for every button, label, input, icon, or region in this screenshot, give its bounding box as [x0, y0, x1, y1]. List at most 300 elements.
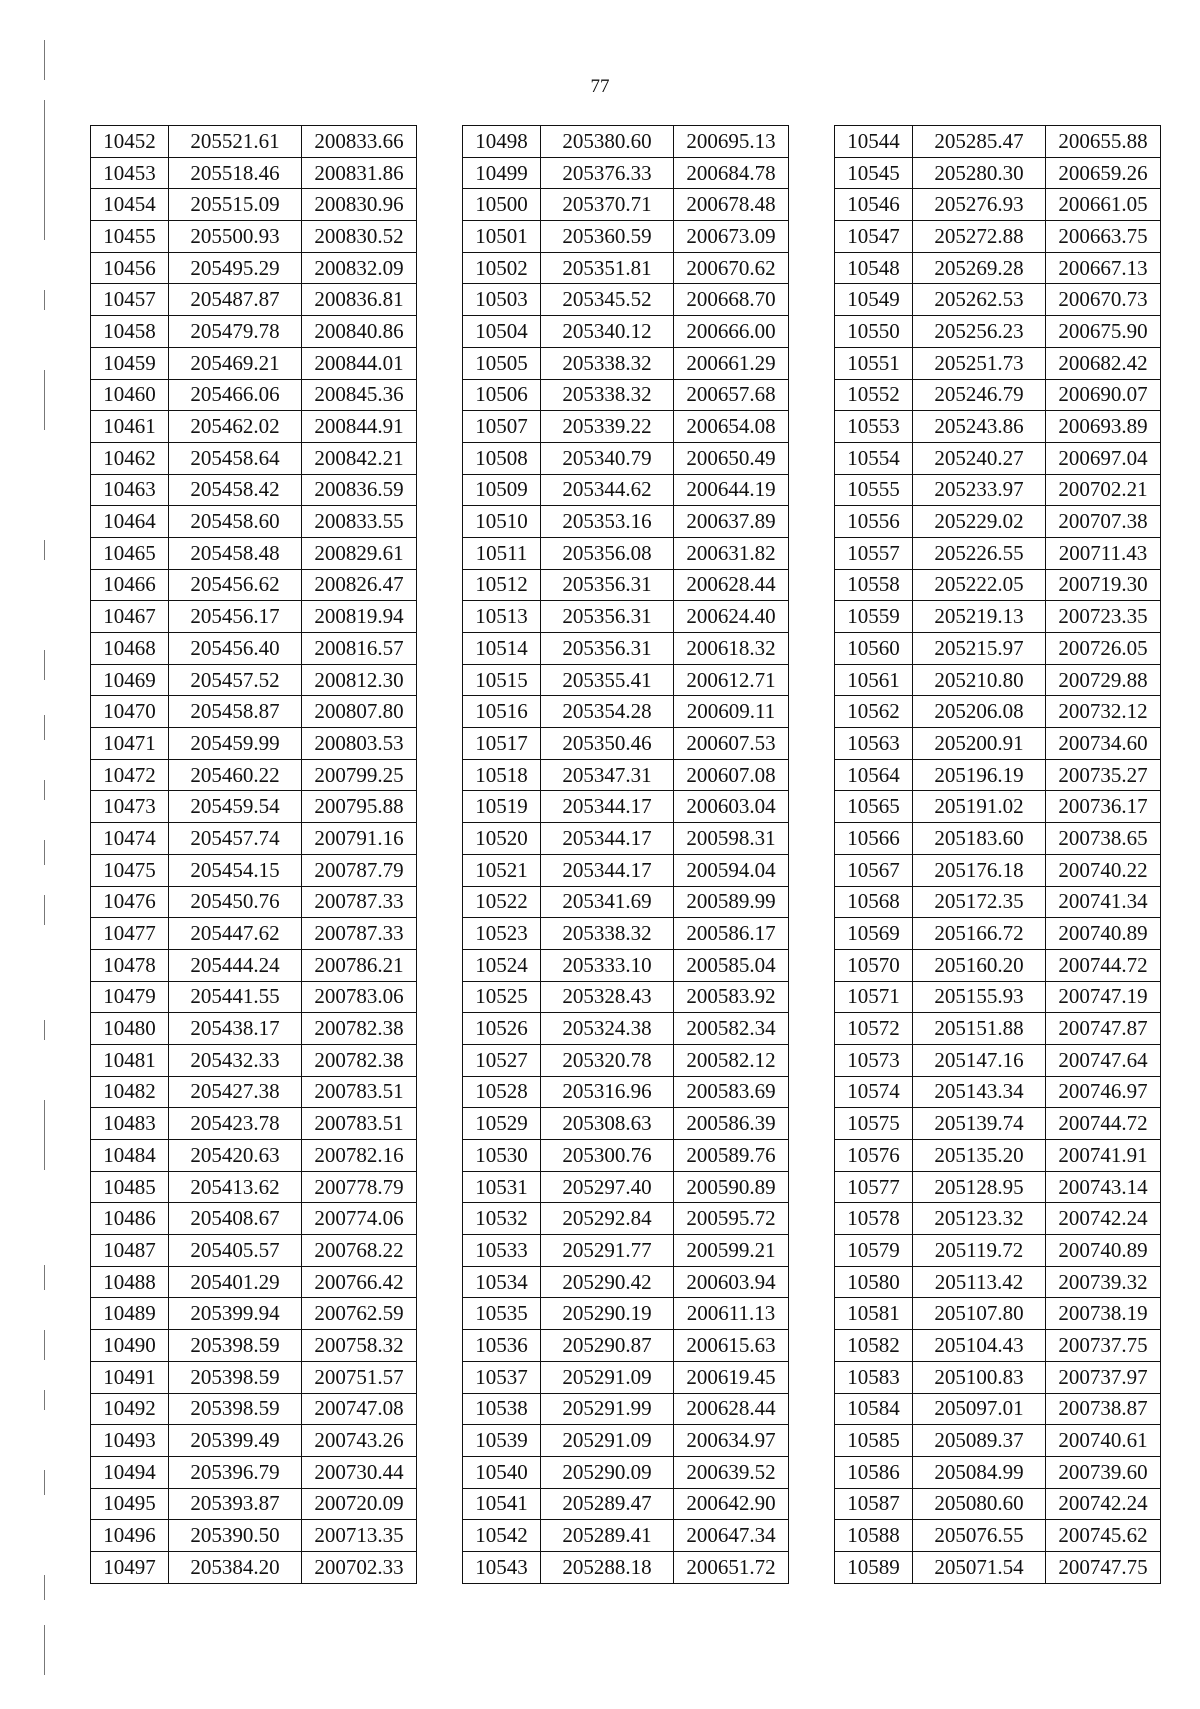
x-coordinate-cell: 205300.76	[541, 1140, 674, 1172]
table-row	[463, 981, 789, 1013]
x-coordinate-cell: 205390.50	[169, 1520, 302, 1552]
y-coordinate-cell: 200840.86	[302, 316, 417, 348]
table-row	[835, 537, 1161, 569]
table-row	[91, 601, 417, 633]
table-row	[91, 1361, 417, 1393]
y-coordinate-cell: 200582.12	[674, 1044, 789, 1076]
point-id-cell: 10586	[835, 1456, 913, 1488]
x-coordinate-cell: 205320.78	[541, 1044, 674, 1076]
table-row	[835, 1393, 1161, 1425]
point-id-cell: 10493	[91, 1425, 169, 1457]
point-id-cell: 10572	[835, 1013, 913, 1045]
scan-margin-line	[44, 540, 45, 560]
x-coordinate-cell: 205515.09	[169, 189, 302, 221]
x-coordinate-cell: 205076.55	[913, 1520, 1046, 1552]
x-coordinate-cell: 205396.79	[169, 1456, 302, 1488]
x-coordinate-cell: 205233.97	[913, 474, 1046, 506]
table-row	[835, 126, 1161, 158]
y-coordinate-cell: 200743.14	[1046, 1171, 1161, 1203]
scan-margin-line	[44, 1625, 45, 1675]
y-coordinate-cell: 200668.70	[674, 284, 789, 316]
x-coordinate-cell: 205438.17	[169, 1013, 302, 1045]
y-coordinate-cell: 200711.43	[1046, 537, 1161, 569]
y-coordinate-cell: 200747.87	[1046, 1013, 1161, 1045]
table-row	[91, 157, 417, 189]
y-coordinate-cell: 200628.44	[674, 1393, 789, 1425]
y-coordinate-cell: 200619.45	[674, 1361, 789, 1393]
point-id-cell: 10486	[91, 1203, 169, 1235]
x-coordinate-cell: 205324.38	[541, 1013, 674, 1045]
x-coordinate-cell: 205458.42	[169, 474, 302, 506]
table-row	[463, 1520, 789, 1552]
point-id-cell: 10585	[835, 1425, 913, 1457]
x-coordinate-cell: 205291.09	[541, 1425, 674, 1457]
point-id-cell: 10534	[463, 1266, 541, 1298]
table-row	[91, 1298, 417, 1330]
y-coordinate-cell: 200816.57	[302, 633, 417, 665]
x-coordinate-cell: 205262.53	[913, 284, 1046, 316]
coordinates-table-2	[462, 125, 789, 1584]
y-coordinate-cell: 200783.51	[302, 1108, 417, 1140]
point-id-cell: 10503	[463, 284, 541, 316]
table-row	[91, 474, 417, 506]
y-coordinate-cell: 200774.06	[302, 1203, 417, 1235]
y-coordinate-cell: 200833.55	[302, 506, 417, 538]
table-row	[91, 1140, 417, 1172]
table-row	[463, 157, 789, 189]
table-row	[835, 1013, 1161, 1045]
point-id-cell: 10544	[835, 126, 913, 158]
point-id-cell: 10518	[463, 759, 541, 791]
point-id-cell: 10502	[463, 252, 541, 284]
x-coordinate-cell: 205356.31	[541, 633, 674, 665]
y-coordinate-cell: 200747.08	[302, 1393, 417, 1425]
y-coordinate-cell: 200667.13	[1046, 252, 1161, 284]
x-coordinate-cell: 205243.86	[913, 411, 1046, 443]
table-row	[835, 189, 1161, 221]
table-row	[91, 506, 417, 538]
x-coordinate-cell: 205340.79	[541, 442, 674, 474]
point-id-cell: 10511	[463, 537, 541, 569]
x-coordinate-cell: 205500.93	[169, 221, 302, 253]
table-row	[835, 918, 1161, 950]
table-row	[91, 823, 417, 855]
x-coordinate-cell: 205139.74	[913, 1108, 1046, 1140]
x-coordinate-cell: 205495.29	[169, 252, 302, 284]
table-row	[835, 157, 1161, 189]
x-coordinate-cell: 205399.49	[169, 1425, 302, 1457]
y-coordinate-cell: 200585.04	[674, 949, 789, 981]
table-row	[91, 1266, 417, 1298]
y-coordinate-cell: 200740.89	[1046, 1235, 1161, 1267]
y-coordinate-cell: 200729.88	[1046, 664, 1161, 696]
point-id-cell: 10529	[463, 1108, 541, 1140]
table-row	[463, 886, 789, 918]
point-id-cell: 10532	[463, 1203, 541, 1235]
y-coordinate-cell: 200655.88	[1046, 126, 1161, 158]
table-row	[463, 664, 789, 696]
x-coordinate-cell: 205345.52	[541, 284, 674, 316]
table-row	[91, 696, 417, 728]
table-row	[463, 569, 789, 601]
y-coordinate-cell: 200589.76	[674, 1140, 789, 1172]
point-id-cell: 10513	[463, 601, 541, 633]
point-id-cell: 10535	[463, 1298, 541, 1330]
y-coordinate-cell: 200831.86	[302, 157, 417, 189]
scan-margin-line	[44, 715, 45, 740]
x-coordinate-cell: 205160.20	[913, 949, 1046, 981]
scan-margin-line	[44, 1265, 45, 1290]
scan-margin-line	[44, 290, 45, 310]
x-coordinate-cell: 205459.54	[169, 791, 302, 823]
y-coordinate-cell: 200644.19	[674, 474, 789, 506]
table-row	[463, 442, 789, 474]
y-coordinate-cell: 200830.52	[302, 221, 417, 253]
y-coordinate-cell: 200586.17	[674, 918, 789, 950]
x-coordinate-cell: 205290.19	[541, 1298, 674, 1330]
y-coordinate-cell: 200624.40	[674, 601, 789, 633]
table-row	[463, 1456, 789, 1488]
point-id-cell: 10571	[835, 981, 913, 1013]
point-id-cell: 10580	[835, 1266, 913, 1298]
y-coordinate-cell: 200651.72	[674, 1551, 789, 1583]
point-id-cell: 10541	[463, 1488, 541, 1520]
point-id-cell: 10547	[835, 221, 913, 253]
table-row	[91, 1425, 417, 1457]
table-row	[91, 284, 417, 316]
x-coordinate-cell: 205457.52	[169, 664, 302, 696]
point-id-cell: 10575	[835, 1108, 913, 1140]
x-coordinate-cell: 205399.94	[169, 1298, 302, 1330]
point-id-cell: 10584	[835, 1393, 913, 1425]
y-coordinate-cell: 200707.38	[1046, 506, 1161, 538]
y-coordinate-cell: 200647.34	[674, 1520, 789, 1552]
x-coordinate-cell: 205196.19	[913, 759, 1046, 791]
x-coordinate-cell: 205408.67	[169, 1203, 302, 1235]
x-coordinate-cell: 205356.31	[541, 569, 674, 601]
point-id-cell: 10512	[463, 569, 541, 601]
table-row	[835, 1235, 1161, 1267]
x-coordinate-cell: 205097.01	[913, 1393, 1046, 1425]
x-coordinate-cell: 205222.05	[913, 569, 1046, 601]
y-coordinate-cell: 200737.97	[1046, 1361, 1161, 1393]
table-row	[91, 1393, 417, 1425]
y-coordinate-cell: 200742.24	[1046, 1488, 1161, 1520]
point-id-cell: 10465	[91, 537, 169, 569]
y-coordinate-cell: 200702.33	[302, 1551, 417, 1583]
x-coordinate-cell: 205458.60	[169, 506, 302, 538]
x-coordinate-cell: 205166.72	[913, 918, 1046, 950]
point-id-cell: 10564	[835, 759, 913, 791]
x-coordinate-cell: 205147.16	[913, 1044, 1046, 1076]
x-coordinate-cell: 205338.32	[541, 379, 674, 411]
table-row	[835, 759, 1161, 791]
x-coordinate-cell: 205210.80	[913, 664, 1046, 696]
point-id-cell: 10549	[835, 284, 913, 316]
y-coordinate-cell: 200603.04	[674, 791, 789, 823]
table-row	[835, 1330, 1161, 1362]
x-coordinate-cell: 205291.99	[541, 1393, 674, 1425]
x-coordinate-cell: 205119.72	[913, 1235, 1046, 1267]
point-id-cell: 10538	[463, 1393, 541, 1425]
point-id-cell: 10466	[91, 569, 169, 601]
y-coordinate-cell: 200607.53	[674, 728, 789, 760]
table-row	[835, 316, 1161, 348]
table-row	[91, 791, 417, 823]
point-id-cell: 10455	[91, 221, 169, 253]
table-row	[463, 1298, 789, 1330]
table-row	[463, 1551, 789, 1583]
point-id-cell: 10536	[463, 1330, 541, 1362]
x-coordinate-cell: 205456.62	[169, 569, 302, 601]
y-coordinate-cell: 200666.00	[674, 316, 789, 348]
table-row	[463, 474, 789, 506]
x-coordinate-cell: 205316.96	[541, 1076, 674, 1108]
x-coordinate-cell: 205344.62	[541, 474, 674, 506]
y-coordinate-cell: 200726.05	[1046, 633, 1161, 665]
x-coordinate-cell: 205226.55	[913, 537, 1046, 569]
x-coordinate-cell: 205344.17	[541, 791, 674, 823]
table-row	[835, 949, 1161, 981]
table-row	[91, 1235, 417, 1267]
table-row	[91, 537, 417, 569]
x-coordinate-cell: 205339.22	[541, 411, 674, 443]
y-coordinate-cell: 200661.29	[674, 347, 789, 379]
point-id-cell: 10550	[835, 316, 913, 348]
point-id-cell: 10488	[91, 1266, 169, 1298]
y-coordinate-cell: 200599.21	[674, 1235, 789, 1267]
x-coordinate-cell: 205291.77	[541, 1235, 674, 1267]
x-coordinate-cell: 205459.99	[169, 728, 302, 760]
x-coordinate-cell: 205351.81	[541, 252, 674, 284]
point-id-cell: 10458	[91, 316, 169, 348]
table-row	[835, 474, 1161, 506]
x-coordinate-cell: 205135.20	[913, 1140, 1046, 1172]
table-row	[91, 918, 417, 950]
y-coordinate-cell: 200734.60	[1046, 728, 1161, 760]
point-id-cell: 10463	[91, 474, 169, 506]
point-id-cell: 10540	[463, 1456, 541, 1488]
point-id-cell: 10551	[835, 347, 913, 379]
point-id-cell: 10472	[91, 759, 169, 791]
table-row	[463, 284, 789, 316]
y-coordinate-cell: 200747.64	[1046, 1044, 1161, 1076]
table-row	[835, 506, 1161, 538]
table-row	[463, 696, 789, 728]
scan-margin-line	[44, 40, 45, 80]
x-coordinate-cell: 205393.87	[169, 1488, 302, 1520]
y-coordinate-cell: 200778.79	[302, 1171, 417, 1203]
point-id-cell: 10508	[463, 442, 541, 474]
y-coordinate-cell: 200844.01	[302, 347, 417, 379]
x-coordinate-cell: 205466.06	[169, 379, 302, 411]
x-coordinate-cell: 205290.42	[541, 1266, 674, 1298]
table-row	[463, 189, 789, 221]
x-coordinate-cell: 205289.47	[541, 1488, 674, 1520]
y-coordinate-cell: 200730.44	[302, 1456, 417, 1488]
table-row	[463, 506, 789, 538]
x-coordinate-cell: 205240.27	[913, 442, 1046, 474]
table-row	[835, 1488, 1161, 1520]
page-number: 77	[590, 76, 610, 97]
table-row	[91, 1456, 417, 1488]
x-coordinate-cell: 205376.33	[541, 157, 674, 189]
y-coordinate-cell: 200812.30	[302, 664, 417, 696]
x-coordinate-cell: 205427.38	[169, 1076, 302, 1108]
point-id-cell: 10474	[91, 823, 169, 855]
table-row	[463, 633, 789, 665]
table-row	[91, 1013, 417, 1045]
y-coordinate-cell: 200819.94	[302, 601, 417, 633]
point-id-cell: 10554	[835, 442, 913, 474]
point-id-cell: 10566	[835, 823, 913, 855]
table-row	[835, 981, 1161, 1013]
table-row	[91, 189, 417, 221]
y-coordinate-cell: 200740.22	[1046, 854, 1161, 886]
point-id-cell: 10553	[835, 411, 913, 443]
y-coordinate-cell: 200783.06	[302, 981, 417, 1013]
y-coordinate-cell: 200787.33	[302, 918, 417, 950]
point-id-cell: 10519	[463, 791, 541, 823]
point-id-cell: 10574	[835, 1076, 913, 1108]
y-coordinate-cell: 200735.27	[1046, 759, 1161, 791]
x-coordinate-cell: 205333.10	[541, 949, 674, 981]
point-id-cell: 10471	[91, 728, 169, 760]
x-coordinate-cell: 205338.32	[541, 918, 674, 950]
y-coordinate-cell: 200693.89	[1046, 411, 1161, 443]
x-coordinate-cell: 205456.17	[169, 601, 302, 633]
y-coordinate-cell: 200590.89	[674, 1171, 789, 1203]
point-id-cell: 10481	[91, 1044, 169, 1076]
x-coordinate-cell: 205423.78	[169, 1108, 302, 1140]
point-id-cell: 10583	[835, 1361, 913, 1393]
point-id-cell: 10497	[91, 1551, 169, 1583]
x-coordinate-cell: 205420.63	[169, 1140, 302, 1172]
y-coordinate-cell: 200631.82	[674, 537, 789, 569]
point-id-cell: 10457	[91, 284, 169, 316]
table-row	[91, 1488, 417, 1520]
table-row	[835, 601, 1161, 633]
y-coordinate-cell: 200739.32	[1046, 1266, 1161, 1298]
x-coordinate-cell: 205456.40	[169, 633, 302, 665]
point-id-cell: 10520	[463, 823, 541, 855]
table-row	[463, 1171, 789, 1203]
table-row	[835, 886, 1161, 918]
table-row	[835, 728, 1161, 760]
table-row	[91, 759, 417, 791]
y-coordinate-cell: 200612.71	[674, 664, 789, 696]
x-coordinate-cell: 205071.54	[913, 1551, 1046, 1583]
table-row	[835, 1171, 1161, 1203]
point-id-cell: 10516	[463, 696, 541, 728]
point-id-cell: 10507	[463, 411, 541, 443]
point-id-cell: 10537	[463, 1361, 541, 1393]
scan-margin-line	[44, 895, 45, 925]
x-coordinate-cell: 205458.64	[169, 442, 302, 474]
y-coordinate-cell: 200842.21	[302, 442, 417, 474]
point-id-cell: 10587	[835, 1488, 913, 1520]
point-id-cell: 10453	[91, 157, 169, 189]
y-coordinate-cell: 200673.09	[674, 221, 789, 253]
point-id-cell: 10479	[91, 981, 169, 1013]
point-id-cell: 10546	[835, 189, 913, 221]
point-id-cell: 10469	[91, 664, 169, 696]
point-id-cell: 10475	[91, 854, 169, 886]
point-id-cell: 10485	[91, 1171, 169, 1203]
y-coordinate-cell: 200618.32	[674, 633, 789, 665]
y-coordinate-cell: 200702.21	[1046, 474, 1161, 506]
table-row	[463, 1330, 789, 1362]
y-coordinate-cell: 200690.07	[1046, 379, 1161, 411]
x-coordinate-cell: 205200.91	[913, 728, 1046, 760]
point-id-cell: 10517	[463, 728, 541, 760]
table-row	[91, 1076, 417, 1108]
x-coordinate-cell: 205290.87	[541, 1330, 674, 1362]
y-coordinate-cell: 200787.79	[302, 854, 417, 886]
point-id-cell: 10579	[835, 1235, 913, 1267]
point-id-cell: 10461	[91, 411, 169, 443]
point-id-cell: 10568	[835, 886, 913, 918]
x-coordinate-cell: 205356.08	[541, 537, 674, 569]
scan-margin-line	[44, 840, 45, 865]
x-coordinate-cell: 205292.84	[541, 1203, 674, 1235]
point-id-cell: 10515	[463, 664, 541, 696]
table-row	[91, 1330, 417, 1362]
point-id-cell: 10562	[835, 696, 913, 728]
table-row	[835, 1298, 1161, 1330]
table-row	[835, 1108, 1161, 1140]
point-id-cell: 10533	[463, 1235, 541, 1267]
y-coordinate-cell: 200795.88	[302, 791, 417, 823]
point-id-cell: 10500	[463, 189, 541, 221]
point-id-cell: 10514	[463, 633, 541, 665]
y-coordinate-cell: 200799.25	[302, 759, 417, 791]
x-coordinate-cell: 205246.79	[913, 379, 1046, 411]
table-row	[835, 347, 1161, 379]
x-coordinate-cell: 205143.34	[913, 1076, 1046, 1108]
table-row	[835, 442, 1161, 474]
point-id-cell: 10506	[463, 379, 541, 411]
y-coordinate-cell: 200732.12	[1046, 696, 1161, 728]
scan-margin-line	[44, 1100, 45, 1170]
x-coordinate-cell: 205269.28	[913, 252, 1046, 284]
x-coordinate-cell: 205398.59	[169, 1330, 302, 1362]
point-id-cell: 10462	[91, 442, 169, 474]
point-id-cell: 10482	[91, 1076, 169, 1108]
x-coordinate-cell: 205518.46	[169, 157, 302, 189]
y-coordinate-cell: 200791.16	[302, 823, 417, 855]
point-id-cell: 10573	[835, 1044, 913, 1076]
table-row	[835, 1551, 1161, 1583]
table-row	[835, 823, 1161, 855]
table-row	[835, 791, 1161, 823]
table-row	[835, 569, 1161, 601]
x-coordinate-cell: 205104.43	[913, 1330, 1046, 1362]
table-row	[463, 126, 789, 158]
y-coordinate-cell: 200768.22	[302, 1235, 417, 1267]
x-coordinate-cell: 205354.28	[541, 696, 674, 728]
table-row	[463, 252, 789, 284]
point-id-cell: 10548	[835, 252, 913, 284]
y-coordinate-cell: 200634.97	[674, 1425, 789, 1457]
point-id-cell: 10491	[91, 1361, 169, 1393]
x-coordinate-cell: 205370.71	[541, 189, 674, 221]
table-row	[835, 411, 1161, 443]
table-row	[835, 664, 1161, 696]
y-coordinate-cell: 200829.61	[302, 537, 417, 569]
y-coordinate-cell: 200598.31	[674, 823, 789, 855]
x-coordinate-cell: 205256.23	[913, 316, 1046, 348]
